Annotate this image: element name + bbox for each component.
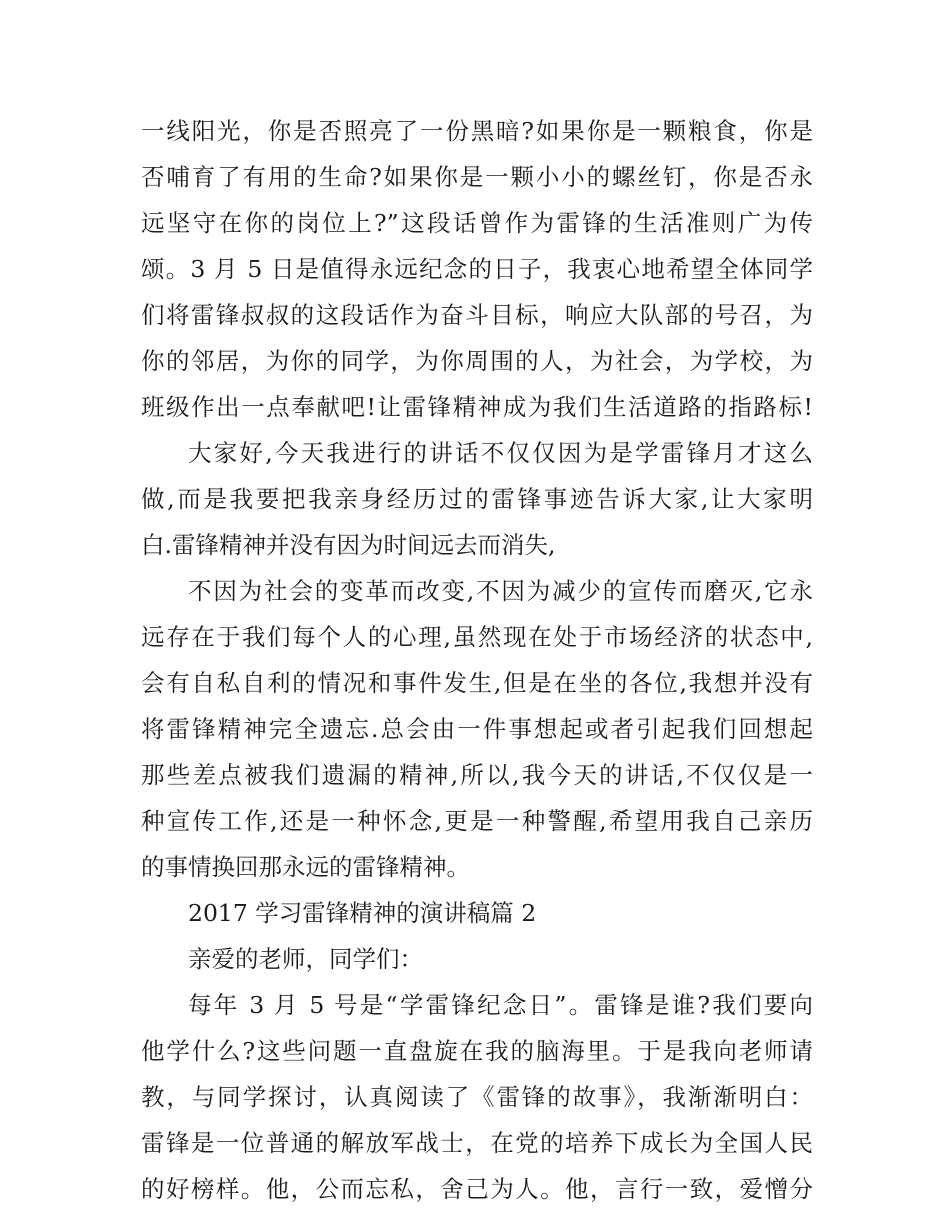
text-line: 班级作出一点奉献吧!让雷锋精神成为我们生活道路的指路标! [141, 393, 813, 421]
text-line: 做,而是我要把我亲身经历过的雷锋事迹告诉大家,让大家明 [141, 485, 813, 513]
paragraph-first-line: 不因为社会的变革而改变,不因为减少的宣传而磨灭,它永 [188, 577, 813, 605]
text-line: 他学什么?这些问题一直盘旋在我的脑海里。于是我向老师请 [141, 1037, 813, 1065]
section-heading: 2017 学习雷锋精神的演讲稿篇 2 [188, 899, 537, 927]
text-line: 否哺育了有用的生命?如果你是一颗小小的螺丝钉，你是否永 [141, 163, 813, 191]
document-body [141, 108, 813, 1212]
text-line: 会有自私自利的情况和事件发生,但是在坐的各位,我想并没有 [141, 669, 813, 697]
text-line: 雷锋是一位普通的解放军战士，在党的培养下成长为全国人民 [141, 1129, 813, 1157]
paragraph-first-line: 大家好,今天我进行的讲话不仅仅因为是学雷锋月才这么 [188, 439, 813, 467]
text-line: 颂。3 月 5 日是值得永远纪念的日子，我衷心地希望全体同学 [141, 255, 813, 283]
text-line: 的好榜样。他，公而忘私，舍己为人。他，言行一致，爱憎分 [141, 1175, 813, 1203]
text-line: 将雷锋精神完全遗忘.总会由一件事想起或者引起我们回想起 [141, 715, 813, 743]
paragraph-first-line: 每年 3 月 5 号是“学雷锋纪念日”。雷锋是谁?我们要向 [188, 991, 813, 1019]
text-line: 那些差点被我们遗漏的精神,所以,我今天的讲话,不仅仅是一 [141, 761, 813, 789]
salutation: 亲爱的老师，同学们： [188, 945, 423, 973]
text-line: 的事情换回那永远的雷锋精神。 [141, 853, 470, 881]
text-line: 教，与同学探讨，认真阅读了《雷锋的故事》，我渐渐明白： [141, 1083, 813, 1111]
text-line: 远坚守在你的岗位上?”这段话曾作为雷锋的生活准则广为传 [141, 209, 813, 237]
text-line: 你的邻居，为你的同学，为你周围的人，为社会，为学校，为 [141, 347, 813, 375]
text-line: 白.雷锋精神并没有因为时间远去而消失, [141, 531, 556, 559]
text-line: 种宣传工作,还是一种怀念,更是一种警醒,希望用我自己亲历 [141, 807, 813, 835]
text-line: 们将雷锋叔叔的这段话作为奋斗目标，响应大队部的号召，为 [141, 301, 813, 329]
text-line: 远存在于我们每个人的心理,虽然现在处于市场经济的状态中, [141, 623, 813, 651]
text-line: 一线阳光，你是否照亮了一份黑暗?如果你是一颗粮食，你是 [141, 117, 813, 145]
